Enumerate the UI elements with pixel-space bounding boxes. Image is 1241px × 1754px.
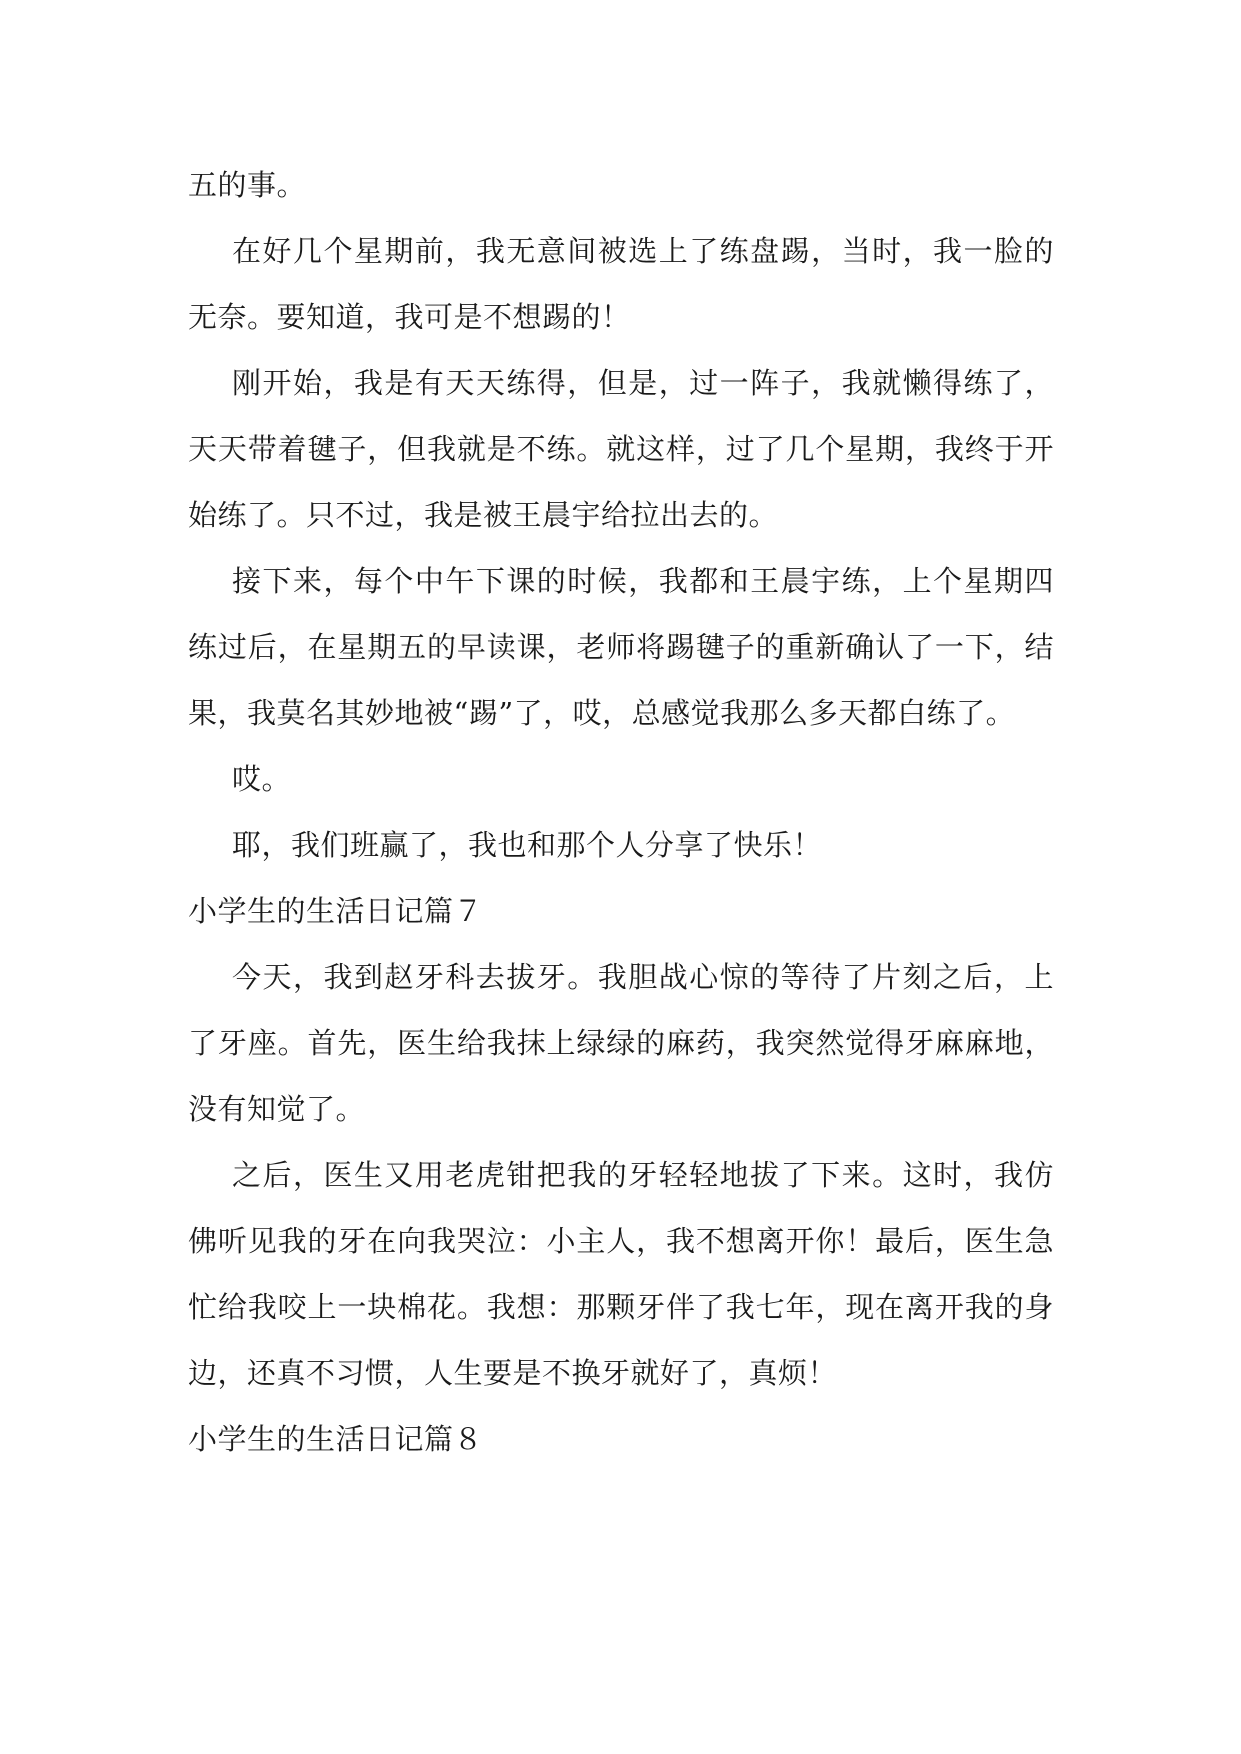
- paragraph: 刚开始，我是有天天练得，但是，过一阵子，我就懒得练了，天天带着毽子，但我就是不练。就这样，过了几个星期，我终于开始练了。只不过，我是被王晨宇给拉出去的。: [188, 366, 1054, 532]
- paragraph: 今天，我到赵牙科去拔牙。我胆战心惊的等待了片刻之后，上了牙座。首先，医生给我抹上绿绿的麻药，我突然觉得牙麻麻地，没有知觉了。: [188, 960, 1054, 1126]
- paragraph: 哎。: [232, 762, 292, 796]
- paragraph-continuation: 五的事。: [188, 168, 307, 202]
- paragraph: 接下来，每个中午下课的时候，我都和王晨宇练，上个星期四练过后，在星期五的早读课，老师将踢毽子的重新确认了一下，结果，我莫名其妙地被“踢”了，哎，总感觉我那么多天都白练了。: [188, 564, 1054, 730]
- paragraph: 耶，我们班赢了，我也和那个人分享了快乐！: [232, 828, 823, 862]
- paragraph: 在好几个星期前，我无意间被选上了练盘踢，当时，我一脸的无奈。要知道，我可是不想踢的！: [188, 234, 1054, 334]
- document-body: [188, 152, 1054, 1472]
- section-heading: 小学生的生活日记篇７: [188, 894, 484, 928]
- section-heading: 小学生的生活日记篇８: [188, 1422, 484, 1456]
- paragraph: 之后，医生又用老虎钳把我的牙轻轻地拔了下来。这时，我仿佛听见我的牙在向我哭泣：小主人，我不想离开你！最后，医生急忙给我咬上一块棉花。我想：那颗牙伴了我七年，现在离开我的身边，还真不习惯，人生要是不换牙就好了，真烦！: [188, 1158, 1054, 1390]
